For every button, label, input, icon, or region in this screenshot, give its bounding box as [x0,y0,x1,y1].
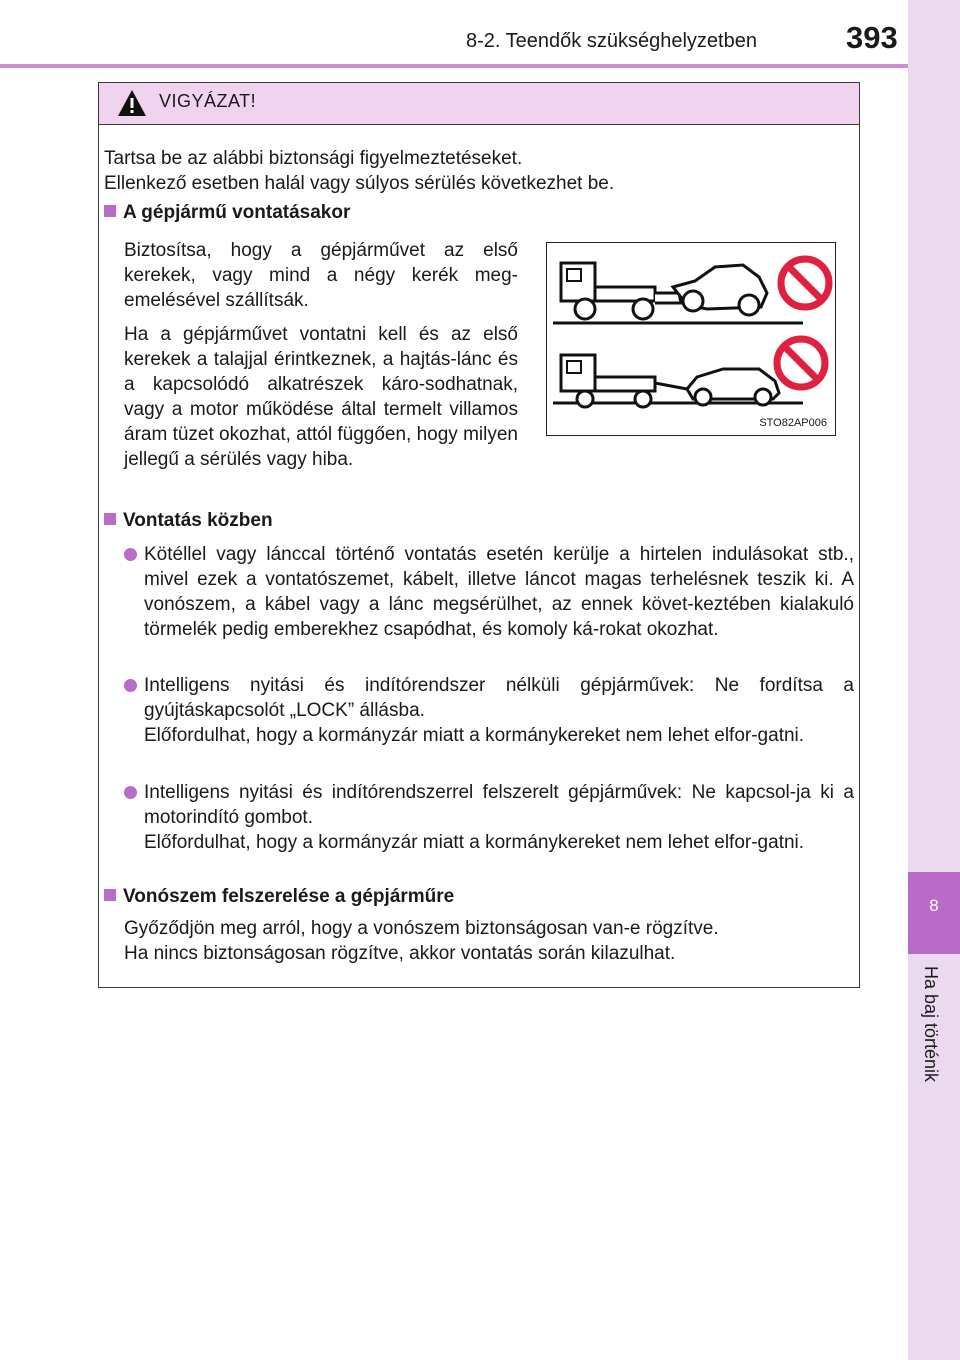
figure-id: STO82AP006 [759,417,827,429]
caution-intro [104,146,844,196]
chapter-title: Ha baj történik [921,966,941,1083]
section-title: 8-2. Teendők szükséghelyzetben [466,30,757,52]
round-bullet-icon [124,548,137,561]
square-bullet-icon [104,889,116,901]
intro-line: Ellenkező esetben halál vagy súlyos sérülés következhet be. [104,173,615,194]
chapter-number: 8 [929,896,939,915]
square-bullet-icon [104,205,116,217]
prohibited-icon [777,339,825,387]
tow-truck-illustration [547,243,834,413]
side-tab-chapter-title [920,966,948,1116]
paragraph-line: Győződjön meg arról, hogy a vonószem biztonságosan van-e rögzítve. [124,918,719,939]
bullet-text: Kötéllel vagy lánccal történő vontatás esetén kerülje a hirtelen indulásokat stb., mivel ezek a vontatószemet, kábelt, illetve láncot magas terhelésnek teszik ki. A vonószem, a kábel vagy a lánc megsérülhet, az ennek követ-keztében kialakuló törmelék pedig emberekhez csapódhat, és komoly ká-rokat okozhat. [144,544,854,640]
bullet-text: Intelligens nyitási és indítórendszerrel felszerelt gépjárművek: Ne kapcsol-ja ki a motorindító gombot. [144,782,854,828]
heading-text: Vonószem felszerelése a gépjárműre [123,886,455,907]
intro-line: Tartsa be az alábbi biztonsági figyelmeztetéseket. [104,148,523,169]
round-bullet-icon [124,679,137,692]
page-number: 393 [846,20,898,55]
paragraph: Ha a gépjárművet vontatni kell és az első kerekek a talajjal érintkeznek, a hajtás-lánc és a kapcsolódó alkatrészek káro-sodhatnak, vagy a motor működése által termelt villamos áram tüzet okozhat, attól függően, hogy milyen jellegű a sérülés vagy hiba. [124,324,518,470]
bullet-text: Előfordulhat, hogy a kormányzár miatt a kormánykereket nem lehet elfor-gatni. [144,725,805,746]
towing-illustration [546,242,836,436]
prohibited-icon [781,259,829,307]
towing-text [124,238,518,481]
paragraph-line: Ha nincs biztonságosan rögzítve, akkor vontatás során kilazulhat. [124,943,676,964]
bullet-item [124,780,854,855]
round-bullet-icon [124,786,137,799]
bullet-item [124,542,854,642]
header-rule [0,64,908,68]
bullet-text: Előfordulhat, hogy a kormányzár miatt a kormánykereket nem lehet elfor-gatni. [144,832,805,853]
caution-title: VIGYÁZAT! [159,91,257,111]
square-bullet-icon [104,513,116,525]
heading-text: Vontatás közben [123,510,273,531]
bullet-text: Intelligens nyitási és indítórendszer nélküli gépjárművek: Ne fordítsa a gyújtáskapcsolót „LOCK” állásba. [144,675,854,721]
tow-eyelet-text [124,916,854,966]
section-heading-during-towing [104,510,273,532]
caution-header [99,83,859,125]
paragraph: Biztosítsa, hogy a gépjárművet az első kerekek, vagy mind a négy kerék meg-emelésével szállítsák. [124,240,518,311]
side-tab-chapter-number [908,872,960,954]
section-heading-towing [104,202,350,224]
section-heading-tow-eyelet [104,886,454,908]
side-tab [908,0,960,1360]
bullet-item [124,673,854,748]
heading-text: A gépjármű vontatásakor [123,202,351,223]
warning-triangle-icon [117,89,147,117]
